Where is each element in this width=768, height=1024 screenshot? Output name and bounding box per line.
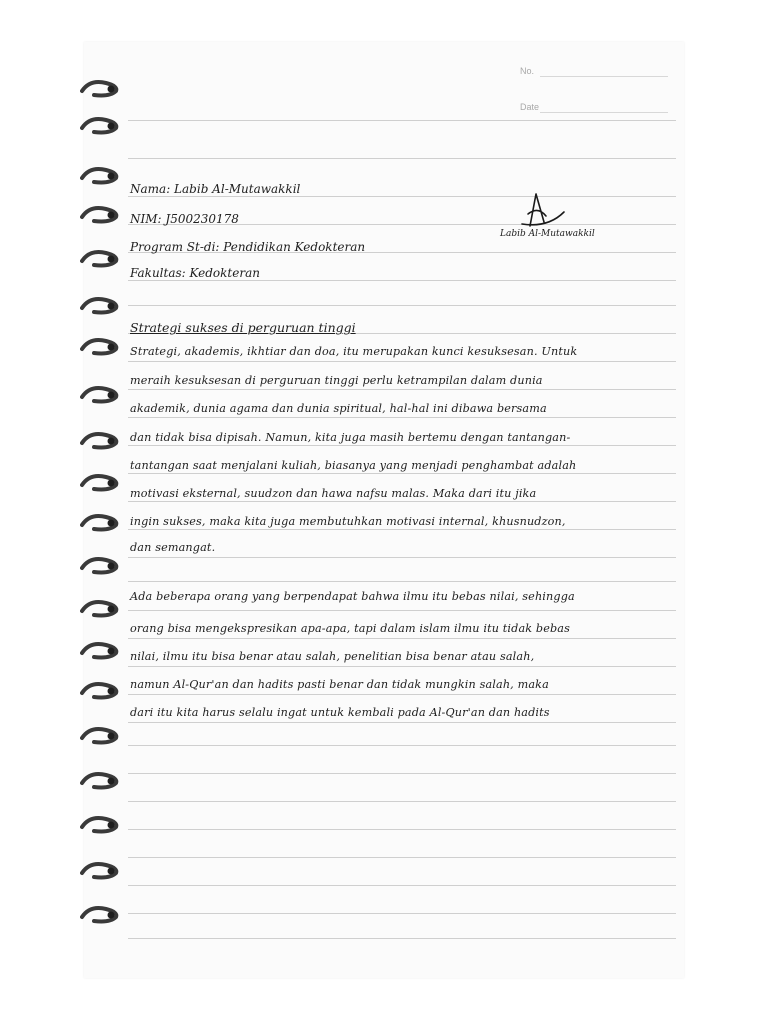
text-line: meraih kesuksesan di perguruan tinggi perlu ketrampilan dalam dunia [130, 374, 543, 387]
ruled-line [128, 610, 676, 611]
ruled-line [128, 529, 676, 530]
text-line: Ada beberapa orang yang berpendapat bahwa ilmu itu bebas nilai, sehingga [130, 590, 575, 603]
ruled-line [128, 473, 676, 474]
spiral-ring [80, 511, 120, 533]
ruled-line [128, 885, 676, 886]
ruled-line [128, 280, 676, 281]
ruled-line [128, 501, 676, 502]
ruled-line [128, 773, 676, 774]
study-program: Program St-di: Pendidikan Kedokteran [130, 240, 366, 254]
ruled-line [128, 389, 676, 390]
ruled-line [128, 638, 676, 639]
ruled-line [128, 829, 676, 830]
spiral-ring [80, 471, 120, 493]
spiral-ring [80, 554, 120, 576]
text-line: Strategi, akademis, ikhtiar dan doa, itu merupakan kunci kesuksesan. Untuk [130, 345, 578, 358]
ruled-line [128, 158, 676, 159]
spiral-ring [80, 203, 120, 225]
date-line [540, 112, 668, 113]
spiral-ring [80, 903, 120, 925]
spiral-ring [80, 597, 120, 619]
student-name: Nama: Labib Al-Mutawakkil [130, 182, 301, 196]
ruled-line [128, 857, 676, 858]
ruled-line [128, 938, 676, 939]
spiral-ring [80, 294, 120, 316]
text-line: akademik, dunia agama dan dunia spiritual, hal-hal ini dibawa bersama [130, 402, 547, 415]
text-line: ingin sukses, maka kita juga membutuhkan motivasi internal, khusnudzon, [130, 515, 566, 528]
date-label: Date [520, 102, 540, 112]
spiral-ring [80, 679, 120, 701]
spiral-ring [80, 114, 120, 136]
no-label: No. [520, 66, 535, 76]
essay-title: Strategi sukses di perguruan tinggi [130, 320, 356, 335]
text-line: tantangan saat menjalani kuliah, biasanya yang menjadi penghambat adalah [130, 459, 577, 472]
ruled-line [128, 801, 676, 802]
spiral-ring [80, 247, 120, 269]
spiral-ring [80, 859, 120, 881]
spiral-ring [80, 77, 120, 99]
text-line: orang bisa mengekspresikan apa-apa, tapi dalam islam ilmu itu tidak bebas [130, 622, 571, 635]
spiral-ring [80, 724, 120, 746]
no-line [540, 76, 668, 77]
ruled-line [128, 694, 676, 695]
ruled-line [128, 361, 676, 362]
ruled-line [128, 581, 676, 582]
text-line: dan semangat. [130, 541, 216, 554]
ruled-line [128, 913, 676, 914]
ruled-line [128, 722, 676, 723]
ruled-line [128, 557, 676, 558]
ruled-line [128, 666, 676, 667]
ruled-line [128, 745, 676, 746]
spiral-ring [80, 164, 120, 186]
spiral-ring [80, 383, 120, 405]
spiral-ring [80, 769, 120, 791]
ruled-line [128, 417, 676, 418]
ruled-line [128, 445, 676, 446]
spiral-ring [80, 813, 120, 835]
text-line: dan tidak bisa dipisah. Namun, kita juga masih bertemu dengan tantangan- [130, 431, 571, 444]
signature-name: Labib Al-Mutawakkil [500, 229, 595, 239]
text-line: dari itu kita harus selalu ingat untuk kembali pada Al-Qur'an dan hadits [130, 706, 550, 719]
spiral-ring [80, 639, 120, 661]
faculty: Fakultas: Kedokteran [130, 266, 260, 280]
spiral-ring [80, 429, 120, 451]
text-line: namun Al-Qur'an dan hadits pasti benar dan tidak mungkin salah, maka [130, 678, 549, 691]
text-line: nilai, ilmu itu bisa benar atau salah, penelitian bisa benar atau salah, [130, 650, 535, 663]
student-nim: NIM: J500230178 [130, 212, 239, 226]
spiral-ring [80, 335, 120, 357]
ruled-line [128, 305, 676, 306]
text-line: motivasi eksternal, suudzon dan hawa nafsu malas. Maka dari itu jika [130, 487, 537, 500]
ruled-line [128, 120, 676, 121]
